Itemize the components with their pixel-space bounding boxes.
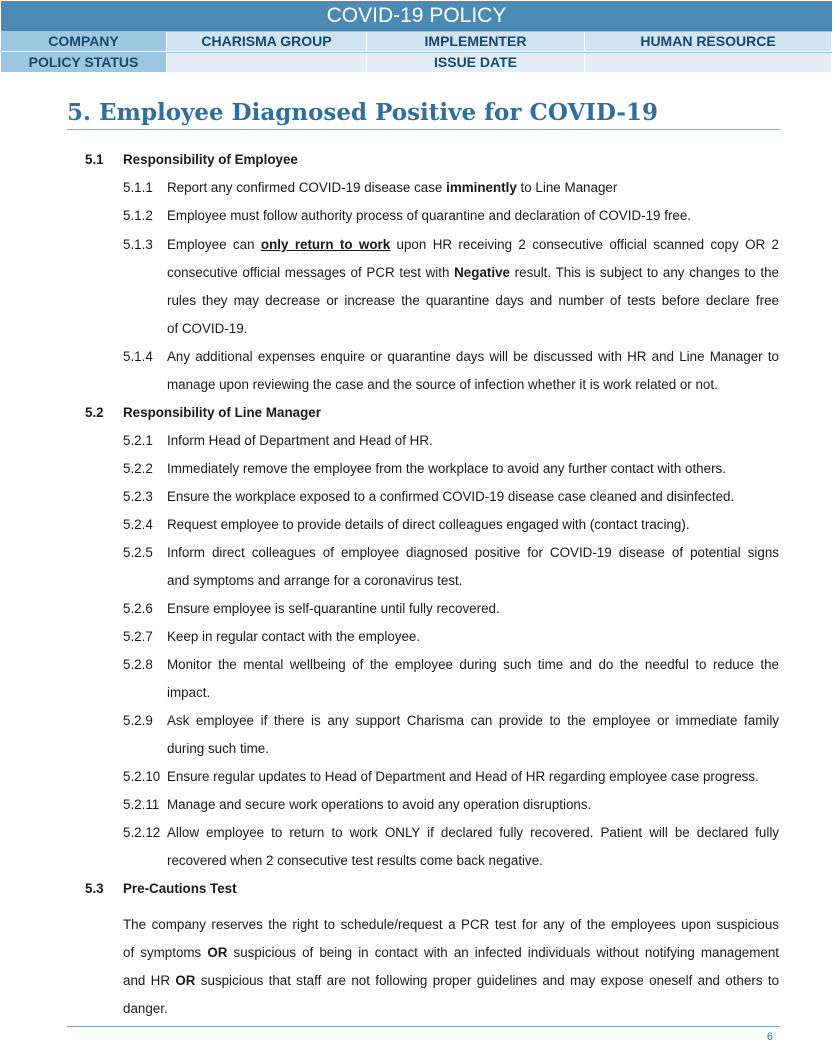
item-number: 5.1.2: [123, 208, 153, 223]
item-text: Inform Head of Department and Head of HR.: [167, 433, 433, 448]
item-number: 5.2.8: [123, 657, 153, 672]
company-label: COMPANY: [1, 32, 167, 51]
subsection-number: 5.3: [85, 881, 104, 896]
paragraph-line: danger.: [123, 1001, 168, 1016]
item-text: Employee must follow authority process of quarantine and declaration of COVID-19 free.: [167, 208, 691, 223]
item-number: 5.2.9: [123, 713, 153, 728]
item-number: 5.2.12: [123, 825, 161, 840]
item-text: Ensure employee is self-quarantine until fully recovered.: [167, 601, 500, 616]
item-text: Manage and secure work operations to avoid any operation disruptions.: [167, 797, 592, 812]
item-text: Monitor the mental wellbeing of the employee during such time and do the needful to reduce the: [167, 657, 779, 672]
header-row-status: [1, 52, 832, 72]
item-number: 5.2.3: [123, 489, 153, 504]
item-text-continued: manage upon reviewing the case and the source of infection whether it is work related or not.: [167, 377, 718, 392]
item-text-continued: impact.: [167, 685, 211, 700]
item-text-continued: during such time.: [167, 741, 269, 756]
subsection-heading: Responsibility of Line Manager: [123, 405, 321, 420]
item-text: Employee can only return to work upon HR receiving 2 consecutive official scanned copy OR 2: [167, 237, 779, 252]
paragraph-line: The company reserves the right to schedule/request a PCR test for any of the employees upon suspicious: [123, 917, 779, 932]
item-text-continued: consecutive official messages of PCR test with Negative result. This is subject to any changes to the: [167, 265, 779, 280]
item-number: 5.2.5: [123, 545, 153, 560]
policy-status-value: [167, 53, 367, 72]
item-number: 5.2.2: [123, 461, 153, 476]
item-text-continued: rules they may decrease or increase the quarantine days and number of tests before declare free: [167, 293, 779, 308]
item-number: 5.2.7: [123, 629, 153, 644]
implementer-value: HUMAN RESOURCE: [585, 32, 832, 51]
footer-divider: [67, 1026, 780, 1027]
item-number: 5.2.1: [123, 433, 153, 448]
item-text: Allow employee to return to work ONLY if declared fully recovered. Patient will be declared fully: [167, 825, 779, 840]
item-text: Keep in regular contact with the employee.: [167, 629, 421, 644]
item-number: 5.2.6: [123, 601, 153, 616]
company-value: CHARISMA GROUP: [167, 32, 367, 51]
item-text: Immediately remove the employee from the workplace to avoid any further contact with others.: [167, 461, 726, 476]
paragraph-line: of symptoms OR suspicious of being in contact with an infected individuals without notifying management: [123, 945, 779, 960]
item-text: Ensure regular updates to Head of Department and Head of HR regarding employee case progress.: [167, 769, 759, 784]
item-text-continued: and symptoms and arrange for a coronavirus test.: [167, 573, 463, 588]
page-number: 6: [766, 1031, 773, 1043]
item-text: Request employee to provide details of direct colleagues engaged with (contact tracing).: [167, 517, 690, 532]
subsection-heading: Responsibility of Employee: [123, 152, 298, 167]
item-text-continued: recovered when 2 consecutive test results come back negative.: [167, 853, 543, 868]
implementer-label: IMPLEMENTER: [367, 32, 585, 51]
item-number: 5.2.11: [123, 797, 160, 812]
item-number: 5.1.1: [123, 180, 153, 195]
issue-date-label: ISSUE DATE: [367, 53, 585, 72]
item-text: Ask employee if there is any support Charisma can provide to the employee or immediate family: [167, 713, 779, 728]
paragraph-line: and HR OR suspicious that staff are not following proper guidelines and may expose oneself and others to: [123, 973, 780, 988]
item-text: Inform direct colleagues of employee diagnosed positive for COVID-19 disease of potential signs: [167, 545, 779, 560]
subsection-number: 5.1: [85, 152, 104, 167]
item-number: 5.1.4: [123, 349, 153, 364]
policy-header-title: COVID-19 POLICY: [1, 1, 832, 31]
item-number: 5.1.3: [123, 237, 153, 252]
item-number: 5.2.4: [123, 517, 153, 532]
section-title: 5. Employee Diagnosed Positive for COVID-19: [67, 98, 780, 130]
item-text: Any additional expenses enquire or quarantine days will be discussed with HR and Line Manager to: [167, 349, 779, 364]
item-text-continued: of COVID-19.: [167, 321, 248, 336]
header-row-company: [1, 31, 832, 51]
issue-date-value: [585, 53, 832, 72]
item-number: 5.2.10: [123, 769, 161, 784]
policy-status-label: POLICY STATUS: [1, 53, 167, 72]
item-text: Ensure the workplace exposed to a confirmed COVID-19 disease case cleaned and disinfected.: [167, 489, 735, 504]
subsection-number: 5.2: [85, 405, 104, 420]
item-text: Report any confirmed COVID-19 disease case imminently to Line Manager: [167, 180, 618, 195]
subsection-heading: Pre-Cautions Test: [123, 881, 237, 896]
